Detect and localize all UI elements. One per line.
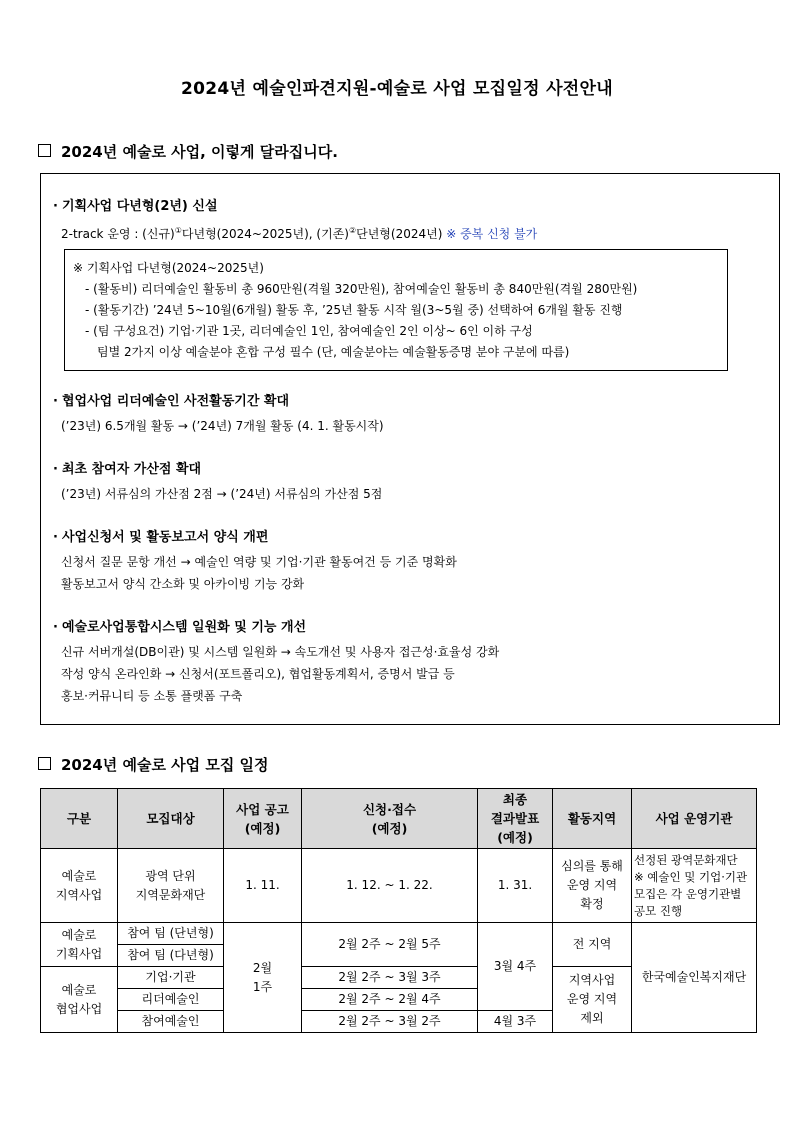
table-cell-notice: 2월 1주 — [224, 923, 302, 1033]
bullet-dot-icon: · — [53, 462, 58, 477]
table-header-cell: 사업 운영기관 — [632, 789, 757, 849]
change-item-multiyear — [53, 194, 537, 245]
table-row — [41, 849, 757, 923]
table-cell-result: 4월 3주 — [478, 1011, 553, 1033]
table-header-cell: 신청·접수 (예정) — [302, 789, 478, 849]
note-title: ※ 기획사업 다년형(2024~2025년) — [73, 261, 264, 275]
table-cell-region: 전 지역 — [553, 923, 632, 967]
table-cell-operator: 한국예술인복지재단 — [632, 923, 757, 1033]
change-item-heading: · 협업사업 리더예술인 사전활동기간 확대 — [53, 394, 290, 409]
schedule-table — [40, 788, 757, 1033]
table-cell-operator: 선정된 광역문화재단 ※ 예술인 및 기업·기관 모집은 각 운영기관별 공모 진행 — [632, 849, 757, 923]
checkbox-square-icon — [38, 757, 51, 770]
change-item-heading: · 최초 참여자 가산점 확대 — [53, 462, 202, 477]
table-cell-target: 광역 단위 지역문화재단 — [118, 849, 224, 923]
change-item-forms — [53, 525, 457, 595]
change-item-line: 홍보·커뮤니티 등 소통 플랫폼 구축 — [61, 689, 243, 703]
change-item-heading: · 예술로사업통합시스템 일원화 및 기능 개선 — [53, 620, 307, 635]
table-cell-region: 지역사업 운영 지역 제외 — [553, 967, 632, 1033]
change-item-line: (’23년) 6.5개월 활동 → (’24년) 7개월 활동 (4. 1. 활동시작) — [61, 419, 384, 433]
section-heading-schedule — [38, 754, 269, 775]
page-title: 2024년 예술인파견지원-예술로 사업 모집일정 사전안내 — [181, 79, 613, 99]
table-cell-target: 참여예술인 — [118, 1011, 224, 1033]
table-cell-result: 1. 31. — [478, 849, 553, 923]
table-cell-target: 참여 팀 (단년형) — [118, 923, 224, 945]
table-header-cell: 사업 공고 (예정) — [224, 789, 302, 849]
table-header-cell: 구분 — [41, 789, 118, 849]
change-item-bonus-points — [53, 457, 382, 505]
table-cell-notice: 1. 11. — [224, 849, 302, 923]
checkbox-square-icon — [38, 144, 51, 157]
table-cell-target: 기업·기관 — [118, 967, 224, 989]
table-cell-target: 리더예술인 — [118, 989, 224, 1011]
table-cell-apply: 1. 12. ~ 1. 22. — [302, 849, 478, 923]
table-cell-target: 참여 팀 (다년형) — [118, 945, 224, 967]
bullet-dot-icon: · — [53, 620, 58, 635]
change-item-leader-period — [53, 389, 384, 437]
table-header-cell: 최종 결과발표 (예정) — [478, 789, 553, 849]
change-item-line: 2-track 운영 : (신규)①다년형(2024~2025년), (기존)②단년형(2024년) ※ 중복 신청 불가 — [61, 226, 538, 241]
note-line: 팀별 2가지 이상 예술분야 혼합 구성 필수 (단, 예술분야는 예술활동증명 분야 구분에 따름) — [97, 345, 570, 359]
section-heading-text: 2024년 예술로 사업, 이렇게 달라집니다. — [61, 143, 338, 161]
change-item-line: 활동보고서 양식 간소화 및 아카이빙 기능 강화 — [61, 577, 305, 591]
change-item-line: 신규 서버개설(DB이관) 및 시스템 일원화 → 속도개선 및 사용자 접근성·효율성 강화 — [61, 645, 500, 659]
section-heading-text: 2024년 예술로 사업 모집 일정 — [61, 756, 269, 774]
table-header-row — [41, 789, 757, 849]
bullet-dot-icon: · — [53, 394, 58, 409]
bullet-dot-icon: · — [53, 199, 58, 214]
note-line: - (팀 구성요건) 기업·기관 1곳, 리더예술인 1인, 참여예술인 2인 이상~ 6인 이하 구성 — [85, 324, 533, 338]
table-cell-apply: 2월 2주 ~ 2월 4주 — [302, 989, 478, 1011]
change-item-line: 작성 양식 온라인화 → 신청서(포트폴리오), 협업활동계획서, 증명서 발급 등 — [61, 667, 455, 681]
table-cell-apply: 2월 2주 ~ 3월 2주 — [302, 1011, 478, 1033]
note-line: - (활동기간) ’24년 5~10월(6개월) 활동 후, ’25년 활동 시작 월(3~5월 중) 선택하여 6개월 활동 진행 — [85, 303, 623, 317]
table-cell-region: 심의를 통해 운영 지역 확정 — [553, 849, 632, 923]
change-item-system — [53, 615, 499, 707]
table-cell-apply: 2월 2주 ~ 3월 3주 — [302, 967, 478, 989]
change-item-heading: · 기획사업 다년형(2년) 신설 — [53, 199, 218, 214]
table-row — [41, 923, 757, 945]
section-heading-changes — [38, 141, 338, 162]
table-cell-category: 예술로 지역사업 — [41, 849, 118, 923]
change-item-line: 신청서 질문 문항 개선 → 예술인 역량 및 기업·기관 활동여건 등 기준 명확화 — [61, 555, 457, 569]
change-item-line: (’23년) 서류심의 가산점 2점 → (’24년) 서류심의 가산점 5점 — [61, 487, 383, 501]
duplicate-warning: ※ 중복 신청 불가 — [446, 227, 538, 241]
table-header-cell: 모집대상 — [118, 789, 224, 849]
note-line: - (활동비) 리더예술인 활동비 총 960만원(격월 320만원), 참여예술인 활동비 총 840만원(격월 280만원) — [85, 282, 638, 296]
table-cell-apply: 2월 2주 ~ 2월 5주 — [302, 923, 478, 967]
table-cell-result: 3월 4주 — [478, 923, 553, 1011]
table-cell-category: 예술로 협업사업 — [41, 967, 118, 1033]
table-header-cell: 활동지역 — [553, 789, 632, 849]
multiyear-note-box — [64, 249, 728, 371]
change-item-heading: · 사업신청서 및 활동보고서 양식 개편 — [53, 530, 269, 545]
bullet-dot-icon: · — [53, 530, 58, 545]
table-cell-category: 예술로 기획사업 — [41, 923, 118, 967]
